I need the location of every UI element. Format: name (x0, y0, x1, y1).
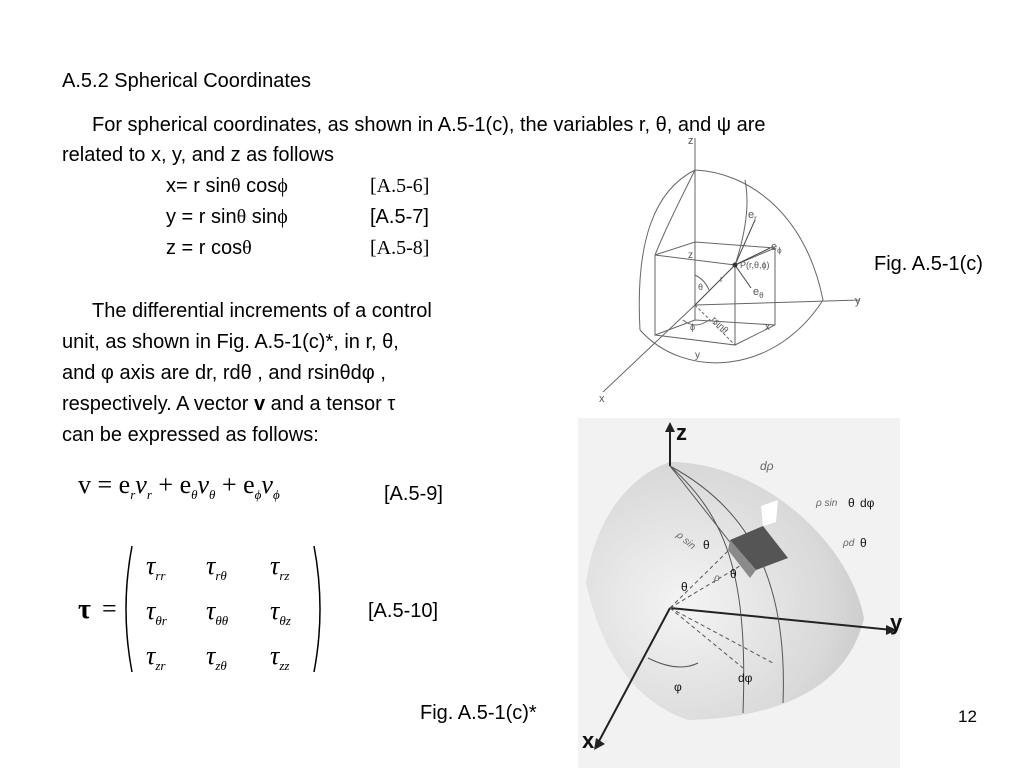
equation-ref-a5-8: [A.5-8] (370, 237, 430, 259)
tensor-equals: = (102, 594, 117, 623)
fig-cstar-theta-a: θ (848, 496, 855, 510)
fig-cstar-dphi-label: dφ (860, 496, 875, 510)
fig-c-point-label: P(r,θ,ϕ) (740, 260, 770, 270)
fig-c-er-label: $e_r$ (748, 209, 757, 223)
equation-ref-a5-10: [A.5-10] (368, 600, 439, 622)
diff-line-1: The differential increments of a control (92, 300, 432, 322)
fig-c-phi-label: ϕ (690, 322, 696, 332)
fig-c-rsin-label: rsinθ (709, 314, 731, 336)
x-axis (603, 305, 695, 392)
sphere-arc-yz (695, 170, 823, 300)
tensor-rr: $\tau_{rr}$ (146, 551, 166, 584)
fig-c-y-label: y (855, 295, 861, 307)
vector-equation: $v = e_rv_r + e_\theta v_\theta + e_\phi v_\phi$ (78, 470, 280, 503)
fig-cstar-phi-label: φ (674, 680, 682, 694)
diff-line-3: and φ axis are dr, rdθ , and rsinθdφ , (62, 362, 386, 384)
figure-caption-c-star: Fig. A.5-1(c)* (420, 702, 537, 724)
equation-ref-a5-9: [A.5-9] (384, 483, 443, 505)
fig-cstar-rho-d-label: ρd (843, 538, 855, 549)
diff-line-5: can be expressed as follows: (62, 424, 319, 446)
tensor-rtheta: $\tau_{r\theta}$ (206, 551, 227, 584)
figure-caption-c: Fig. A.5-1(c) (874, 253, 983, 275)
equation-x: x= r sinθ cosϕ (166, 175, 288, 197)
section-title: A.5.2 Spherical Coordinates (62, 70, 312, 92)
diff-line-2: unit, as shown in Fig. A.5-1(c)*, in r, θ, (62, 331, 399, 353)
fig-cstar-x-label: x (582, 728, 595, 753)
fig-cstar-rho-sin-label: ρ sin (816, 498, 838, 509)
tensor-zr: $\tau_{zr}$ (146, 641, 166, 674)
fig-c-theta-label: θ (698, 282, 704, 292)
sphere-arc-xz (639, 170, 695, 330)
fig-cstar-rho-label: ρ (714, 573, 720, 584)
fig-cstar-rho-sin2-label: ρ sin (674, 529, 698, 552)
fig-cstar-dphi2-label: dφ (738, 671, 753, 685)
y-axis (695, 300, 860, 305)
fig-c-box-x-label: x (765, 322, 770, 333)
tensor-thetatheta: $\tau_{\theta\theta}$ (206, 596, 229, 629)
tensor-thetaz: $\tau_{\theta z}$ (270, 596, 291, 629)
intro-line-1: For spherical coordinates, as shown in A.5-1(c), the variables r, θ, and ψ are (92, 114, 766, 136)
fig-cstar-y-label: y (890, 610, 903, 635)
spherical-element-diagram (578, 418, 903, 768)
tensor-symbol: τ (78, 594, 91, 625)
tensor-ztheta: $\tau_{z\theta}$ (206, 641, 227, 674)
equation-z: z = r cosθ (166, 237, 252, 259)
tensor-zz: $\tau_{zz}$ (270, 641, 290, 674)
fig-cstar-theta-b: θ (860, 536, 867, 550)
equation-y: y = r sinθ sinϕ (166, 206, 288, 228)
fig-c-z-label: z (688, 135, 694, 147)
equation-ref-a5-7: [A.5-7] (370, 206, 429, 228)
equation-ref-a5-6: [A.5-6] (370, 175, 430, 197)
fig-c-box-y-label: y (695, 350, 700, 361)
tensor-thetar: $\tau_{\theta r}$ (146, 596, 167, 629)
fig-c-box-z-label: z (688, 250, 693, 261)
fig-cstar-theta-e: θ (681, 580, 688, 594)
intro-line-2: related to x, y, and z as follows (62, 144, 334, 166)
tensor-rz: $\tau_{rz}$ (270, 551, 290, 584)
fig-c-r-label: r (720, 274, 723, 284)
fig-c-x-label: x (599, 393, 605, 405)
fig-cstar-theta-c: θ (703, 538, 710, 552)
point-p (733, 263, 738, 268)
diff-line-4: respectively. A vector v and a tensor τ (62, 393, 396, 415)
fig-c-ephi-label: $e_\phi$ (771, 241, 782, 255)
spherical-coordinates-diagram (585, 130, 875, 425)
page-number: 12 (958, 707, 977, 726)
fig-cstar-z-label: z (676, 420, 687, 445)
fig-cstar-theta-d: θ (730, 567, 737, 581)
fig-c-etheta-label: $e_\theta$ (753, 286, 764, 300)
fig-cstar-drho-label: dρ (760, 459, 774, 473)
